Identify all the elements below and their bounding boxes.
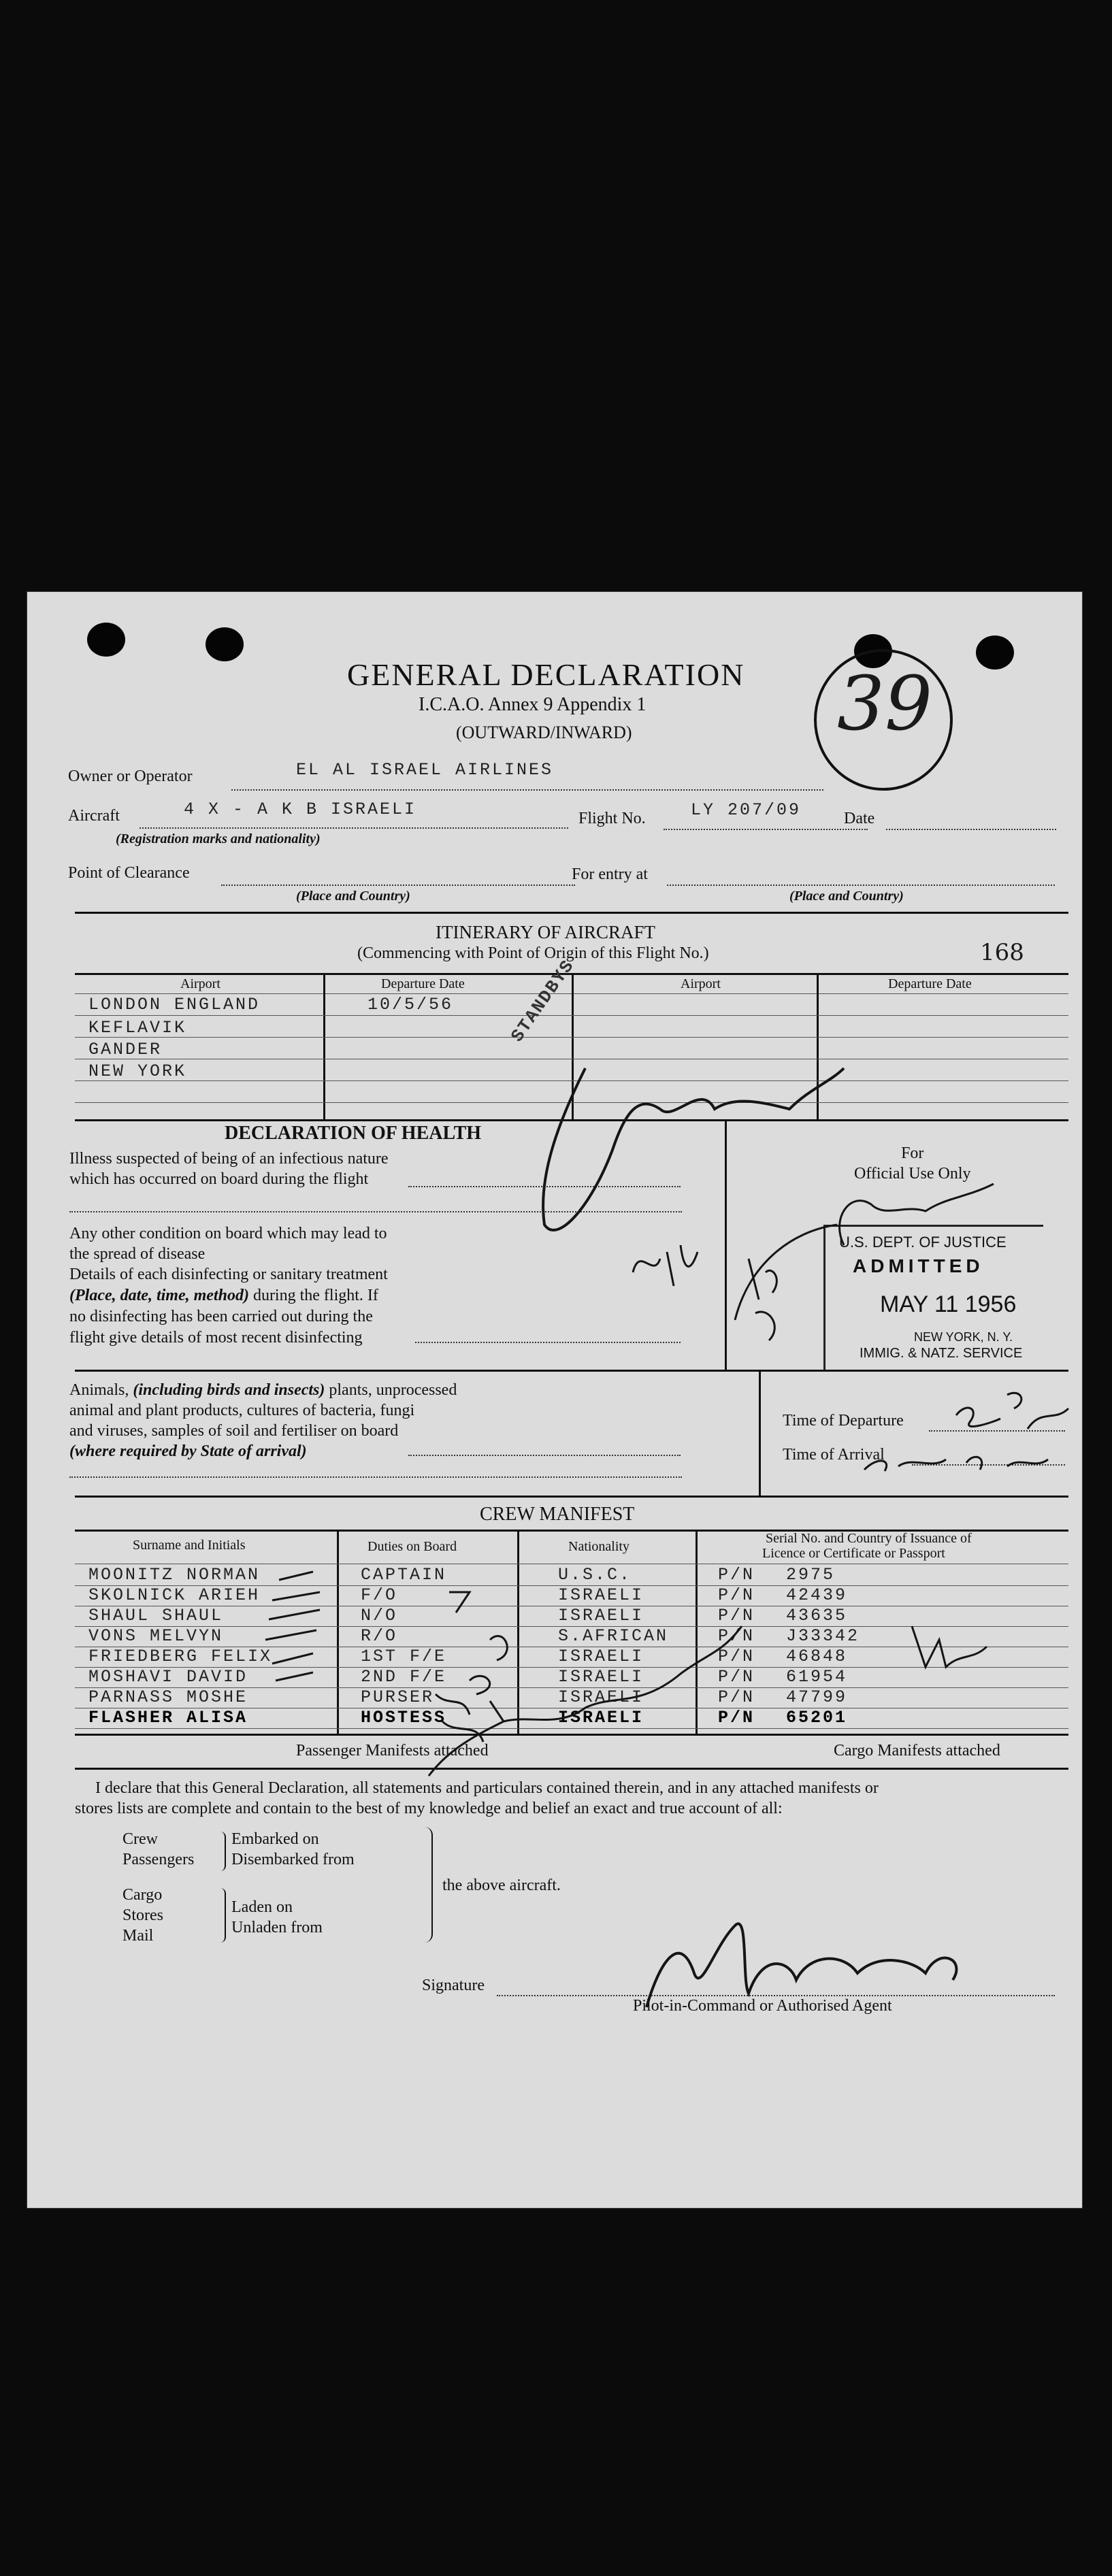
cargo-manifest-label: Cargo Manifests attached xyxy=(834,1742,1000,1760)
health-q3-line: no disinfecting has been carried out during the xyxy=(69,1308,373,1325)
animals-text: plants, unprocessed xyxy=(329,1381,457,1399)
form-direction: (OUTWARD/INWARD) xyxy=(456,723,632,742)
official-signature-mark xyxy=(543,1068,844,1230)
owner-label: Owner or Operator xyxy=(68,767,193,785)
stamp-place: NEW YORK, N. Y. xyxy=(914,1330,1013,1344)
departure-time-mark xyxy=(956,1393,1068,1429)
crew-nationality: ISRAELI xyxy=(558,1585,644,1605)
itinerary-airport-3: GANDER xyxy=(88,1040,163,1059)
crew-initial-mark xyxy=(912,1626,987,1667)
crew-serial-prefix: P/N xyxy=(718,1626,755,1646)
crew-name: MOSHAVI DAVID xyxy=(88,1667,248,1687)
itinerary-airport-1: LONDON ENGLAND xyxy=(88,995,261,1014)
itinerary-number: 168 xyxy=(980,939,1024,966)
folio-number: 39 xyxy=(837,660,932,747)
decl-crew: Crew xyxy=(122,1830,158,1848)
crew-serial-prefix: P/N xyxy=(718,1606,755,1625)
owner-value: EL AL ISRAEL AIRLINES xyxy=(296,760,554,780)
crew-duty: R/O xyxy=(361,1626,398,1646)
itinerary-heading: ITINERARY OF AIRCRAFT xyxy=(436,922,656,942)
crew-name: FRIEDBERG FELIX xyxy=(88,1647,273,1666)
health-q1-line: Illness suspected of being of an infectious nature xyxy=(69,1150,389,1168)
decl-laden: Laden on xyxy=(231,1898,293,1916)
clearance-sub: (Place and Country) xyxy=(296,889,410,904)
animals-text: Animals, xyxy=(69,1381,129,1399)
crew-serial: 42439 xyxy=(786,1585,848,1605)
handwritten-note-mark xyxy=(633,1245,698,1286)
official-use-line: Official Use Only xyxy=(854,1165,971,1183)
crew-duty: CAPTAIN xyxy=(361,1565,447,1585)
entry-label: For entry at xyxy=(572,865,648,883)
crew-signature-mark xyxy=(429,1626,742,1776)
health-q3-rest: during the flight. If xyxy=(252,1287,378,1304)
itinerary-subheading: (Commencing with Point of Origin of this Flight No.) xyxy=(357,944,709,962)
arrival-time-mark xyxy=(864,1457,1048,1471)
crew-nationality: ISRAELI xyxy=(558,1708,644,1728)
crew-nationality: S.AFRICAN xyxy=(558,1626,669,1646)
animals-line: and viruses, samples of soil and fertiliser on board xyxy=(69,1422,399,1440)
flight-label: Flight No. xyxy=(578,810,646,827)
declaration-text-2: stores lists are complete and contain to the best of my knowledge and belief an exact and true account of all: xyxy=(75,1800,783,1817)
itinerary-col-departure-2: Departure Date xyxy=(888,976,972,991)
departure-time-label: Time of Departure xyxy=(783,1412,904,1430)
form-annex: I.C.A.O. Annex 9 Appendix 1 xyxy=(419,694,647,715)
crew-serial-prefix: P/N xyxy=(718,1647,755,1666)
decl-passengers: Passengers xyxy=(122,1851,195,1868)
stamp-service: IMMIG. & NATZ. SERVICE xyxy=(860,1346,1023,1361)
decl-unladen: Unladen from xyxy=(231,1919,323,1936)
crew-name: SKOLNICK ARIEH xyxy=(88,1585,261,1605)
handwritten-annotations xyxy=(27,592,1082,2208)
entry-sub: (Place and Country) xyxy=(789,889,904,904)
crew-serial-prefix: P/N xyxy=(718,1667,755,1687)
health-q3-line: flight give details of most recent disinfecting xyxy=(69,1329,363,1347)
crew-col-nationality: Nationality xyxy=(568,1539,629,1554)
aircraft-label: Aircraft xyxy=(68,807,120,825)
crew-serial: 2975 xyxy=(786,1565,836,1585)
itinerary-col-departure: Departure Date xyxy=(381,976,465,991)
decl-embarked: Embarked on xyxy=(231,1830,319,1848)
standbys-stamp: STANDBYS xyxy=(507,955,579,1046)
declaration-text-1: I declare that this General Declaration, all statements and particulars contained therein, and in any attached manifests or xyxy=(95,1779,879,1797)
crew-serial: 61954 xyxy=(786,1667,848,1687)
animals-line: animal and plant products, cultures of bacteria, fungi xyxy=(69,1402,415,1419)
animals-italic: (where required by State of arrival) xyxy=(69,1442,307,1460)
decl-stores: Stores xyxy=(122,1906,163,1924)
decl-mail: Mail xyxy=(122,1927,154,1945)
crew-serial: 46848 xyxy=(786,1647,848,1666)
aircraft-value: 4 X - A K B ISRAELI xyxy=(184,799,417,819)
crew-col-serial-1: Serial No. and Country of Issuance of xyxy=(766,1531,972,1546)
crew-heading: CREW MANIFEST xyxy=(480,1504,635,1525)
crew-duty: 2ND F/E xyxy=(361,1667,447,1687)
flight-value: LY 207/09 xyxy=(691,800,802,820)
health-heading: DECLARATION OF HEALTH xyxy=(225,1123,482,1144)
crew-name: SHAUL SHAUL xyxy=(88,1606,224,1625)
passenger-manifest-label: Passenger Manifests attached xyxy=(296,1742,489,1760)
pilot-label: Pilot-in-Command or Authorised Agent xyxy=(633,1997,892,2015)
health-q2-line: the spread of disease xyxy=(69,1245,206,1263)
form-title: GENERAL DECLARATION xyxy=(347,657,745,692)
crew-serial-prefix: P/N xyxy=(718,1565,755,1585)
itinerary-airport-4: NEW YORK xyxy=(88,1061,187,1081)
arrival-time-label: Time of Arrival xyxy=(783,1446,885,1464)
aircraft-sub: (Registration marks and nationality) xyxy=(116,831,321,846)
itinerary-col-airport-2: Airport xyxy=(681,976,721,991)
crew-col-name: Surname and Initials xyxy=(133,1538,246,1553)
declaration-above: the above aircraft. xyxy=(442,1877,561,1894)
crew-nationality: ISRAELI xyxy=(558,1647,644,1666)
pilot-signature-mark xyxy=(647,1923,956,2007)
health-q3-line: Details of each disinfecting or sanitary treatment xyxy=(69,1266,388,1283)
crew-duty: HOSTESS xyxy=(361,1708,447,1728)
crew-name: VONS MELVYN xyxy=(88,1626,224,1646)
crew-nationality: ISRAELI xyxy=(558,1687,644,1707)
stamp-admitted: ADMITTED xyxy=(853,1255,984,1276)
crew-duty: 1ST F/E xyxy=(361,1647,447,1666)
crew-serial: 47799 xyxy=(786,1687,848,1707)
crew-note-mark xyxy=(436,1694,483,1742)
official-use-line: For xyxy=(901,1144,924,1162)
crew-serial: 43635 xyxy=(786,1606,848,1625)
crew-name: MOONITZ NORMAN xyxy=(88,1565,261,1585)
crew-col-serial-2: Licence or Certificate or Passport xyxy=(762,1546,945,1561)
crew-nationality: ISRAELI xyxy=(558,1667,644,1687)
stamp-dept: U.S. DEPT. OF JUSTICE xyxy=(839,1234,1007,1251)
crew-check-marks xyxy=(265,1572,320,1681)
crew-duty: F/O xyxy=(361,1585,398,1605)
itinerary-col-airport: Airport xyxy=(180,976,220,991)
decl-cargo: Cargo xyxy=(122,1886,163,1904)
crew-serial: J33342 xyxy=(786,1626,860,1646)
initial-mark xyxy=(840,1184,994,1245)
signature-label: Signature xyxy=(422,1977,485,1994)
crew-name: FLASHER ALISA xyxy=(88,1708,248,1728)
crew-duty: PURSER xyxy=(361,1687,435,1707)
stamp-date: MAY 11 1956 xyxy=(880,1291,1017,1317)
crew-nationality: ISRAELI xyxy=(558,1606,644,1625)
general-declaration-form xyxy=(27,592,1082,2208)
decl-disembarked: Disembarked from xyxy=(231,1851,355,1868)
date-label: Date xyxy=(844,810,875,827)
health-q1-line: which has occurred on board during the flight xyxy=(69,1170,369,1188)
itinerary-departure-1: 10/5/56 xyxy=(367,995,454,1014)
health-q2-line: Any other condition on board which may lead to xyxy=(69,1225,387,1242)
crew-name: PARNASS MOSHE xyxy=(88,1687,248,1707)
health-q3-italic: (Place, date, time, method) xyxy=(69,1287,249,1304)
crew-serial-prefix: P/N xyxy=(718,1708,755,1728)
crew-serial-prefix: P/N xyxy=(718,1687,755,1707)
itinerary-airport-2: KEFLAVIK xyxy=(88,1018,187,1038)
crew-nationality: U.S.C. xyxy=(558,1565,632,1585)
crew-duty: N/O xyxy=(361,1606,398,1625)
crew-serial-prefix: P/N xyxy=(718,1585,755,1605)
animals-italic: (including birds and insects) xyxy=(133,1381,325,1399)
crew-col-duty: Duties on Board xyxy=(367,1539,457,1554)
clearance-label: Point of Clearance xyxy=(68,864,190,882)
crew-serial: 65201 xyxy=(786,1708,848,1728)
handwritten-number-mark xyxy=(749,1259,776,1340)
stamp-swoosh-mark xyxy=(735,1225,837,1320)
